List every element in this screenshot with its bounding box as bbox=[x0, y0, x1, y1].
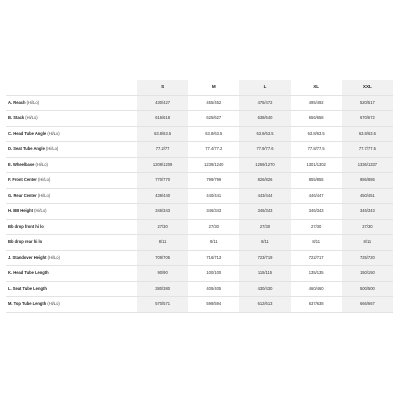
table-row bbox=[6, 188, 393, 204]
row-label-name: H. BB Height bbox=[8, 208, 34, 213]
table-cell: 886/886 bbox=[342, 173, 393, 189]
table-cell: 725/720 bbox=[342, 250, 393, 266]
header-size-xl: XL bbox=[313, 84, 320, 89]
table-row bbox=[6, 250, 393, 266]
row-label-name: F. Front Center bbox=[8, 177, 37, 182]
table-cell: 27/30 bbox=[239, 219, 290, 235]
row-label-note: (Hi/Lo) bbox=[34, 208, 47, 213]
table-cell: 709/705 bbox=[137, 250, 188, 266]
row-label bbox=[6, 219, 137, 235]
row-label-name: A. Reach bbox=[8, 99, 26, 105]
header-label-cell bbox=[6, 80, 137, 95]
table-row bbox=[6, 111, 393, 127]
table-cell: 475/472 bbox=[239, 95, 290, 111]
table-cell: 77.9/77.6 bbox=[239, 142, 290, 158]
table-cell: 27/30 bbox=[342, 219, 393, 235]
table-cell: 100/100 bbox=[188, 266, 239, 282]
row-label-note: (Hi/Lo) bbox=[47, 130, 60, 136]
row-label bbox=[6, 126, 137, 142]
table-cell: 380/380 bbox=[137, 281, 188, 297]
table-cell: 616/618 bbox=[137, 111, 188, 127]
table-header-row bbox=[6, 80, 393, 95]
table-cell: 150/150 bbox=[342, 266, 393, 282]
table-row bbox=[6, 142, 393, 158]
table-cell: 77.2/77 bbox=[137, 142, 188, 158]
table-cell: 115/115 bbox=[239, 266, 290, 282]
table-cell: 500/500 bbox=[342, 281, 393, 297]
row-label-note: (Hi/Lo) bbox=[25, 115, 38, 120]
header-size-l: L bbox=[239, 80, 290, 95]
row-label-note: (Hi/Lo) bbox=[38, 177, 51, 182]
table-row bbox=[6, 95, 393, 111]
table-row bbox=[6, 266, 393, 282]
geometry-table bbox=[6, 80, 393, 313]
table-row bbox=[6, 281, 393, 297]
row-label-name: Bb drop rear hi lo bbox=[8, 239, 43, 244]
table-row bbox=[6, 219, 393, 235]
table-cell: 1301/1302 bbox=[291, 157, 342, 173]
table-cell: 1239/1240 bbox=[188, 157, 239, 173]
row-label-note: (Hi/Lo) bbox=[26, 99, 39, 105]
header-size-xxl: XXL bbox=[342, 80, 393, 95]
table-cell: 63.8/63.5 bbox=[342, 126, 393, 142]
table-cell: 455/452 bbox=[188, 95, 239, 111]
table-cell: 346/343 bbox=[188, 204, 239, 220]
table-cell: 8/11 bbox=[291, 235, 342, 251]
row-label bbox=[6, 235, 137, 251]
table-cell: 1209/1209 bbox=[137, 157, 188, 173]
table-cell: 90/90 bbox=[137, 266, 188, 282]
table-cell: 77.4/77.2 bbox=[188, 142, 239, 158]
table-cell: 637/638 bbox=[291, 297, 342, 313]
header-size-m: M bbox=[211, 84, 216, 89]
row-label bbox=[6, 250, 137, 266]
row-label bbox=[6, 204, 137, 220]
row-label-name: Bb drop front hi lo bbox=[8, 223, 44, 229]
table-cell: 346/343 bbox=[137, 204, 188, 220]
table-cell: 8/11 bbox=[137, 235, 188, 251]
table-cell: 63.8/63.5 bbox=[137, 126, 188, 142]
table-cell: 799/799 bbox=[188, 173, 239, 189]
table-cell: 77.8/77.5 bbox=[291, 142, 342, 158]
table-cell: 520/517 bbox=[342, 95, 393, 111]
table-cell: 716/713 bbox=[188, 250, 239, 266]
table-cell: 722/717 bbox=[291, 250, 342, 266]
row-label-name: B. Stack bbox=[8, 115, 25, 120]
table-cell: 77.7/77.5 bbox=[342, 142, 393, 158]
table-cell: 8/11 bbox=[342, 235, 393, 251]
table-row bbox=[6, 157, 393, 173]
row-label-name: E. Wheelbase bbox=[8, 161, 35, 167]
table-cell: 27/30 bbox=[188, 219, 239, 235]
row-label bbox=[6, 95, 137, 111]
table-cell: 135/135 bbox=[291, 266, 342, 282]
header-size-s: S bbox=[137, 80, 188, 95]
table-row bbox=[6, 235, 393, 251]
row-label bbox=[6, 111, 137, 127]
table-cell: 638/640 bbox=[239, 111, 290, 127]
table-cell: 27/30 bbox=[137, 219, 188, 235]
table-row bbox=[6, 173, 393, 189]
row-label-name: K. Head Tube Length bbox=[8, 270, 49, 275]
table-cell: 625/627 bbox=[188, 111, 239, 127]
table-cell: 723/719 bbox=[239, 250, 290, 266]
row-label-note: (Hi/Lo) bbox=[35, 161, 48, 167]
row-label-name: G. Rear Center bbox=[8, 192, 37, 198]
table-cell: 666/667 bbox=[342, 297, 393, 313]
table-cell: 439/440 bbox=[137, 188, 188, 204]
table-cell: 446/447 bbox=[291, 188, 342, 204]
table-cell: 570/571 bbox=[137, 297, 188, 313]
table-cell: 346/343 bbox=[239, 204, 290, 220]
table-cell: 346/343 bbox=[291, 204, 342, 220]
table-cell: 612/613 bbox=[239, 297, 290, 313]
table-cell: 826/826 bbox=[239, 173, 290, 189]
table-cell: 670/672 bbox=[342, 111, 393, 127]
table-cell: 450/451 bbox=[342, 188, 393, 204]
table-cell: 63.8/63.5 bbox=[188, 126, 239, 142]
table-cell: 346/343 bbox=[342, 204, 393, 220]
table-cell: 440/441 bbox=[188, 188, 239, 204]
row-label-name: D. Seat Tube Angle bbox=[8, 146, 45, 151]
row-label bbox=[6, 142, 137, 158]
table-cell: 430/427 bbox=[137, 95, 188, 111]
row-label-note: (Hi/Lo) bbox=[47, 254, 60, 260]
table-cell: 855/855 bbox=[291, 173, 342, 189]
table-cell: 770/770 bbox=[137, 173, 188, 189]
row-label bbox=[6, 281, 137, 297]
table-cell: 27/30 bbox=[291, 219, 342, 235]
table-row bbox=[6, 297, 393, 313]
table-cell: 8/11 bbox=[188, 235, 239, 251]
row-label-name: C. Head Tube Angle bbox=[8, 130, 47, 136]
table-cell: 598/594 bbox=[188, 297, 239, 313]
table-cell: 430/430 bbox=[239, 281, 290, 297]
row-label-note: (Hi/Lo) bbox=[46, 146, 59, 151]
row-label-name: L. Seat Tube Length bbox=[8, 285, 47, 291]
table-cell: 443/444 bbox=[239, 188, 290, 204]
table-cell: 63.8/63.5 bbox=[291, 126, 342, 142]
row-label bbox=[6, 157, 137, 173]
table-cell: 8/11 bbox=[239, 235, 290, 251]
row-label-note: (Hi/Lo) bbox=[37, 192, 51, 198]
table-body bbox=[6, 95, 393, 312]
table-row bbox=[6, 126, 393, 142]
table-cell: 656/658 bbox=[291, 111, 342, 127]
table-cell: 405/405 bbox=[188, 281, 239, 297]
table-cell: 1336/1337 bbox=[342, 157, 393, 173]
row-label-note: (Hi/Lo) bbox=[47, 301, 60, 306]
row-label bbox=[6, 266, 137, 282]
table-cell: 1269/1270 bbox=[239, 157, 290, 173]
table-cell: 495/492 bbox=[291, 95, 342, 111]
row-label-name: J. Standover Height bbox=[8, 254, 47, 260]
table-cell: 63.8/63.5 bbox=[239, 126, 290, 142]
row-label bbox=[6, 173, 137, 189]
row-label bbox=[6, 188, 137, 204]
row-label-name: M. Top Tube Length bbox=[8, 301, 47, 306]
table-row bbox=[6, 204, 393, 220]
row-label bbox=[6, 297, 137, 313]
table-cell: 460/460 bbox=[291, 281, 342, 297]
